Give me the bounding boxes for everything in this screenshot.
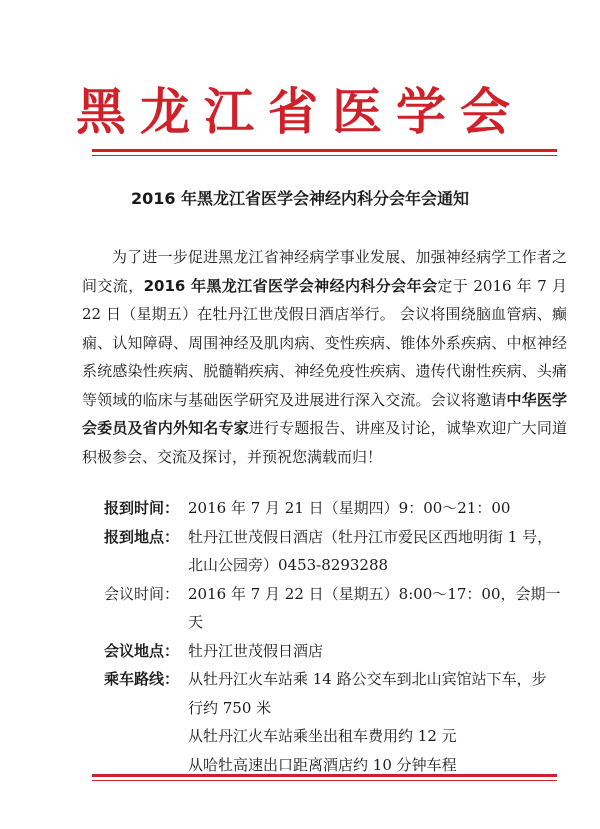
meeting-time-value: 2016 年 7 月 22 日（星期五）8:00～17：00，会期一天 xyxy=(188,584,561,631)
header-rule-thick xyxy=(92,149,557,152)
register-place-label: 报到地点： xyxy=(104,527,180,546)
register-place-value xyxy=(188,523,572,580)
footer-rule-thick xyxy=(92,774,557,777)
meeting-info xyxy=(82,494,572,779)
org-masthead: 黑龙江省医学会 xyxy=(76,83,524,141)
register-place-line1: 牡丹江世茂假日酒店（牡丹江市爱民区西地明街 1 号， xyxy=(188,527,553,546)
body-text-experts: 中华医学会委员及省内外知名专家 xyxy=(82,390,567,437)
register-place-line2: 北山公园旁）0453-8293288 xyxy=(188,556,389,574)
body-text-meeting-name: 2016 年黑龙江省医学会神经内科分会年会 xyxy=(143,276,438,295)
notice-body xyxy=(82,243,567,471)
footer-rule-thin xyxy=(92,780,557,781)
notice-title: 2016 年黑龙江省医学会神经内科分会年会通知 xyxy=(130,189,470,208)
header-rule-thin xyxy=(92,155,557,156)
register-time-label: 报到时间： xyxy=(104,499,180,517)
meeting-place-value: 牡丹江世茂假日酒店 xyxy=(188,641,324,660)
body-text-part3: 定于 2016 年 7 月 22 日（星期五）在牡丹江世茂假日酒店举行。 会议将围绕脑血管病、癫痫、认知障碍、周围神经及肌肉病、变性疾病、锥体外系疾病、中枢神经系统感染性疾病、脱髓鞘疾病、神经免疫性疾病、遗传代谢性疾病、头痛等领域的临床与基础医学研究及进展进行深入交流。会议将邀请 xyxy=(82,276,567,409)
register-place-row xyxy=(82,523,572,580)
route-highway: 从哈牡高速出口距离酒店约 10 分钟车程 xyxy=(188,755,457,774)
body-text-part5: 进行专题报告、讲座及讨论，诚挚欢迎广大同道积极参会、交流及探讨，并预祝您满载而归！ xyxy=(82,419,567,466)
route-line1: 从牡丹江火车站乘 14 路公交车到北山宾馆站下车，步 xyxy=(188,670,547,688)
route-row xyxy=(82,665,572,722)
meeting-time-label: 会议时间： xyxy=(104,584,180,603)
route-label: 乘车路线： xyxy=(104,670,180,688)
register-time-value: 2016 年 7 月 21 日（星期四）9：00～21：00 xyxy=(188,499,511,517)
body-text-part1: 为了进一步促进黑龙江省神经病学事业发展、加强神经病学工作者之间交流， xyxy=(82,248,567,295)
body-paragraph xyxy=(82,243,567,471)
meeting-place-label: 会议地点： xyxy=(104,641,180,660)
meeting-time-row xyxy=(82,580,572,637)
meeting-place-row xyxy=(82,637,572,666)
register-time-row xyxy=(82,494,572,523)
route-value xyxy=(188,665,572,722)
route-taxi: 从牡丹江火车站乘坐出租车费用约 12 元 xyxy=(188,727,457,745)
route-line2: 行约 750 米 xyxy=(188,698,272,717)
